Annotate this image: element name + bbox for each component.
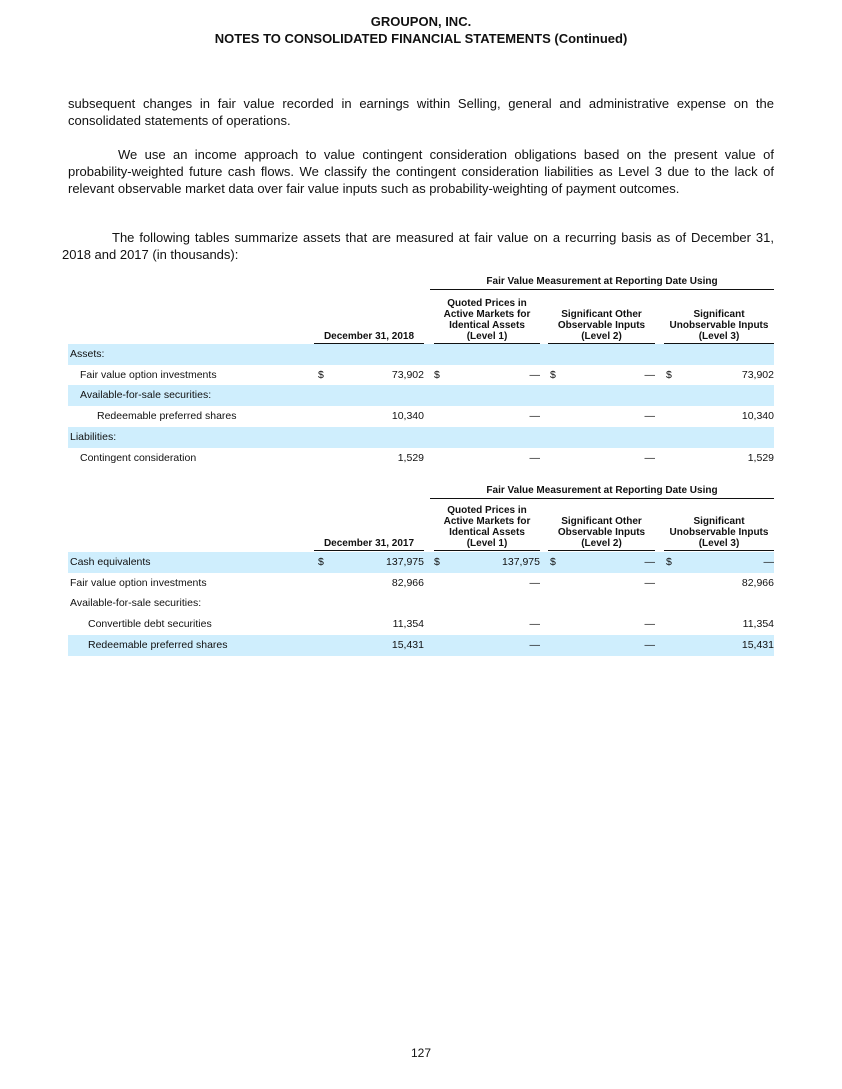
table-row	[68, 593, 774, 614]
paragraph-2: We use an income approach to value contingent consideration obligations based on the present value of probability-weighted future cash flows. We classify the contingent consideration liabilities as Level 3 due to the lack of relevant observable market data over fair value inputs such as probability-weighting of payment outcomes.	[68, 147, 774, 196]
page-subtitle: NOTES TO CONSOLIDATED FINANCIAL STATEMENTS (Continued)	[214, 31, 628, 46]
cell-value: 10,340	[741, 410, 774, 423]
cell-value: 73,902	[741, 368, 774, 381]
col-header-date: December 31, 2017	[314, 505, 424, 551]
company-name: GROUPON, INC.	[370, 14, 472, 29]
table-group-header: Fair Value Measurement at Reporting Date Using	[430, 485, 774, 499]
row-label: Convertible debt securities	[88, 618, 212, 631]
col-header-level1: Quoted Prices in Active Markets for Identical Assets (Level 1)	[434, 505, 540, 551]
currency-symbol: $	[550, 556, 556, 568]
col-header-level3: Significant Unobservable Inputs (Level 3)	[664, 505, 774, 551]
cell-value: —	[644, 556, 655, 568]
currency-symbol: $	[434, 368, 440, 381]
paragraph-1: subsequent changes in fair value recorded in earnings within Selling, general and administrative expense on the consolidated statements of operations.	[68, 96, 774, 128]
cell-value: —	[644, 410, 655, 423]
table-row	[68, 344, 774, 365]
cell-value: 15,431	[391, 638, 424, 651]
row-label: Redeemable preferred shares	[97, 410, 237, 423]
table-row	[68, 385, 774, 406]
col-header-level3: Significant Unobservable Inputs (Level 3)	[664, 296, 774, 344]
cell-value: 73,902	[391, 368, 424, 381]
cell-value: 1,529	[747, 451, 774, 464]
cell-value: —	[529, 618, 540, 631]
cell-value: —	[763, 556, 774, 568]
fair-value-table-2017	[68, 485, 774, 660]
row-label: Assets:	[70, 348, 105, 360]
cell-value: —	[529, 451, 540, 464]
currency-symbol: $	[318, 368, 324, 381]
table-row	[68, 635, 774, 656]
row-label: Contingent consideration	[80, 451, 197, 464]
row-label: Liabilities:	[70, 430, 117, 443]
cell-value: —	[529, 368, 540, 381]
cell-value: 137,975	[386, 556, 424, 568]
cell-value: 11,354	[742, 618, 774, 631]
row-label: Available-for-sale securities:	[70, 597, 202, 610]
table-row	[68, 406, 774, 427]
cell-value: 1,529	[397, 451, 424, 464]
fair-value-table-2018	[68, 276, 774, 470]
table-row	[68, 448, 774, 469]
table-row	[68, 552, 774, 573]
cell-value: —	[529, 576, 540, 589]
row-label: Fair value option investments	[70, 576, 207, 589]
cell-value: —	[529, 410, 540, 423]
page-number: 127	[410, 1046, 432, 1060]
currency-symbol: $	[434, 556, 440, 568]
table-row	[68, 614, 774, 635]
cell-value: 82,966	[391, 576, 424, 589]
cell-value: 11,354	[392, 618, 424, 631]
currency-symbol: $	[318, 556, 324, 568]
currency-symbol: $	[666, 556, 672, 568]
cell-value: —	[644, 451, 655, 464]
cell-value: 10,340	[391, 410, 424, 423]
cell-value: —	[644, 368, 655, 381]
row-label: Cash equivalents	[70, 556, 151, 568]
row-label: Available-for-sale securities:	[80, 389, 212, 402]
col-header-level2: Significant Other Observable Inputs (Level 2)	[548, 505, 655, 551]
table-row	[68, 427, 774, 448]
table-row	[68, 573, 774, 594]
row-label: Redeemable preferred shares	[88, 638, 228, 651]
cell-value: —	[644, 638, 655, 651]
currency-symbol: $	[550, 368, 556, 381]
paragraph-3: The following tables summarize assets that are measured at fair value on a recurring basis as of December 31, 2018 and 2017 (in thousands):	[62, 230, 774, 262]
cell-value: —	[529, 638, 540, 651]
cell-value: 82,966	[741, 576, 774, 589]
cell-value: —	[644, 576, 655, 589]
col-header-level1: Quoted Prices in Active Markets for Identical Assets (Level 1)	[434, 296, 540, 344]
currency-symbol: $	[666, 368, 672, 381]
col-header-level2: Significant Other Observable Inputs (Level 2)	[548, 296, 655, 344]
table-row	[68, 365, 774, 386]
cell-value: 137,975	[502, 556, 540, 568]
table-group-header: Fair Value Measurement at Reporting Date Using	[430, 276, 774, 290]
cell-value: 15,431	[741, 638, 774, 651]
row-label: Fair value option investments	[80, 368, 217, 381]
col-header-date: December 31, 2018	[314, 296, 424, 344]
cell-value: —	[644, 618, 655, 631]
